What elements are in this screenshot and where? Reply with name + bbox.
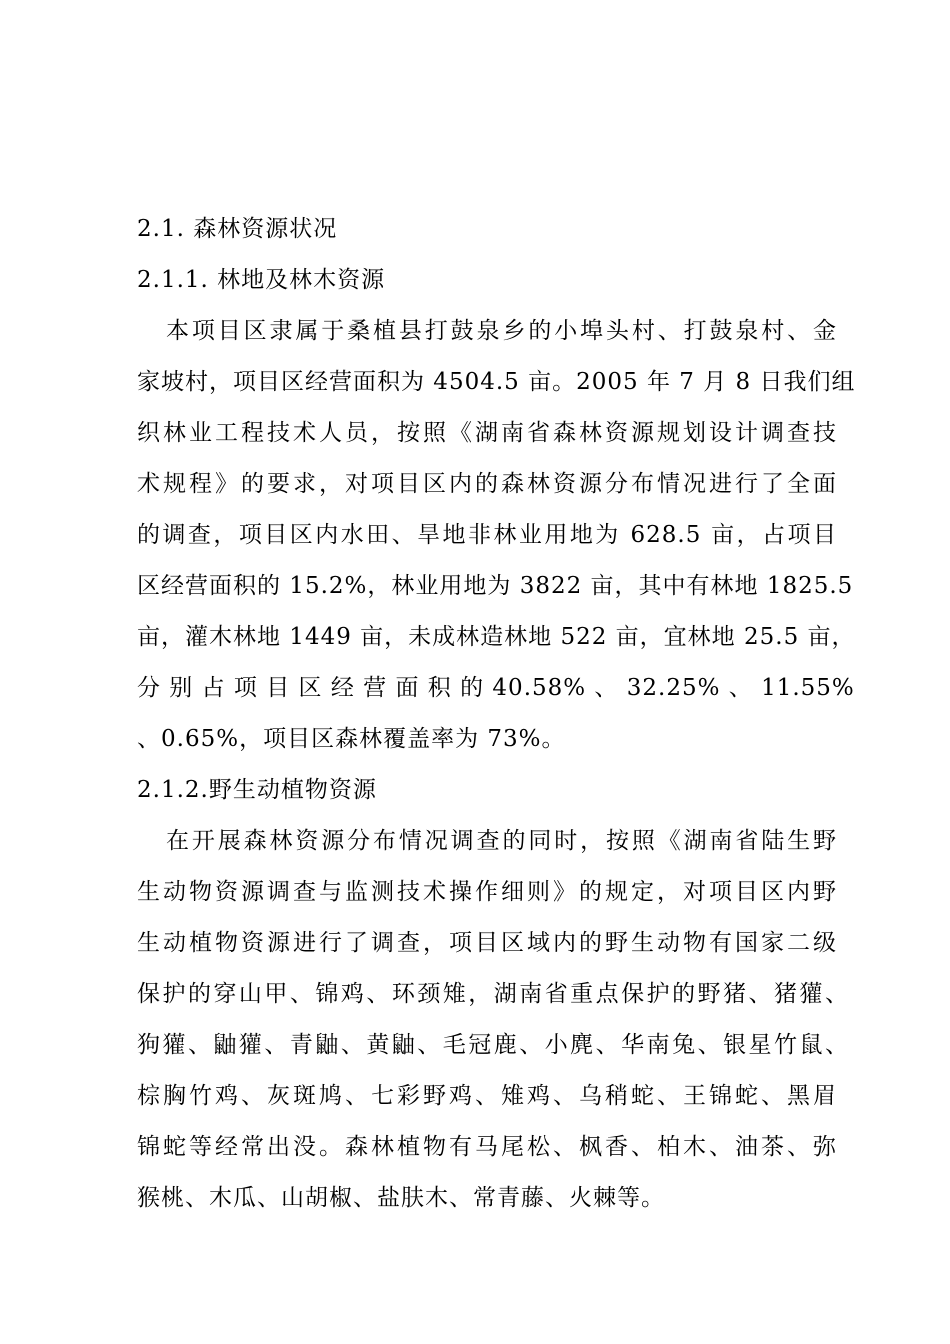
paragraph-line: 棕胸竹鸡、灰斑鸠、七彩野鸡、雉鸡、乌稍蛇、王锦蛇、黑眉 <box>137 1083 837 1109</box>
paragraph-line: 区经营面积的 15.2%，林业用地为 3822 亩，其中有林地 1825.5 <box>137 573 854 599</box>
paragraph-line: 本项目区隶属于桑植县打鼓泉乡的小埠头村、打鼓泉村、金 <box>166 318 837 344</box>
paragraph-line: 的调查，项目区内水田、旱地非林业用地为 628.5 亩，占项目 <box>137 522 837 548</box>
paragraph-line: 生动植物资源进行了调查，项目区域内的野生动物有国家二级 <box>137 930 837 956</box>
paragraph-line: 锦蛇等经常出没。森林植物有马尾松、枫香、柏木、油茶、弥 <box>137 1134 837 1160</box>
paragraph-line: 猴桃、木瓜、山胡椒、盐肤木、常青藤、火棘等。 <box>137 1185 665 1211</box>
paragraph-line: 分 别 占 项 目 区 经 营 面 积 的 40.58% 、 32.25% 、 11.55% <box>137 675 855 701</box>
paragraph-line: 、0.65%，项目区森林覆盖率为 73%。 <box>137 726 566 752</box>
paragraph-line: 生动物资源调查与监测技术操作细则》的规定，对项目区内野 <box>137 879 837 905</box>
paragraph-line: 狗獾、鼬獾、青鼬、黄鼬、毛冠鹿、小麂、华南兔、银星竹鼠、 <box>137 1032 849 1058</box>
paragraph-line: 家坡村，项目区经营面积为 4504.5 亩。2005 年 7 月 8 日我们组 <box>137 369 856 395</box>
paragraph-line: 术规程》的要求，对项目区内的森林资源分布情况进行了全面 <box>137 471 837 497</box>
paragraph-line: 织林业工程技术人员，按照《湖南省森林资源规划设计调查技 <box>137 420 837 446</box>
paragraph-line: 保护的穿山甲、锦鸡、环颈雉，湖南省重点保护的野猪、猪獾、 <box>137 981 849 1007</box>
paragraph-line: 亩，灌木林地 1449 亩，未成林造林地 522 亩，宜林地 25.5 亩， <box>137 624 856 650</box>
subsection-heading-wildlife: 2.1.2.野生动植物资源 <box>137 777 377 803</box>
paragraph-line: 在开展森林资源分布情况调查的同时，按照《湖南省陆生野 <box>166 828 837 854</box>
section-heading: 2.1. 森林资源状况 <box>137 216 338 242</box>
subsection-heading-forest-land: 2.1.1. 林地及林木资源 <box>137 267 386 293</box>
